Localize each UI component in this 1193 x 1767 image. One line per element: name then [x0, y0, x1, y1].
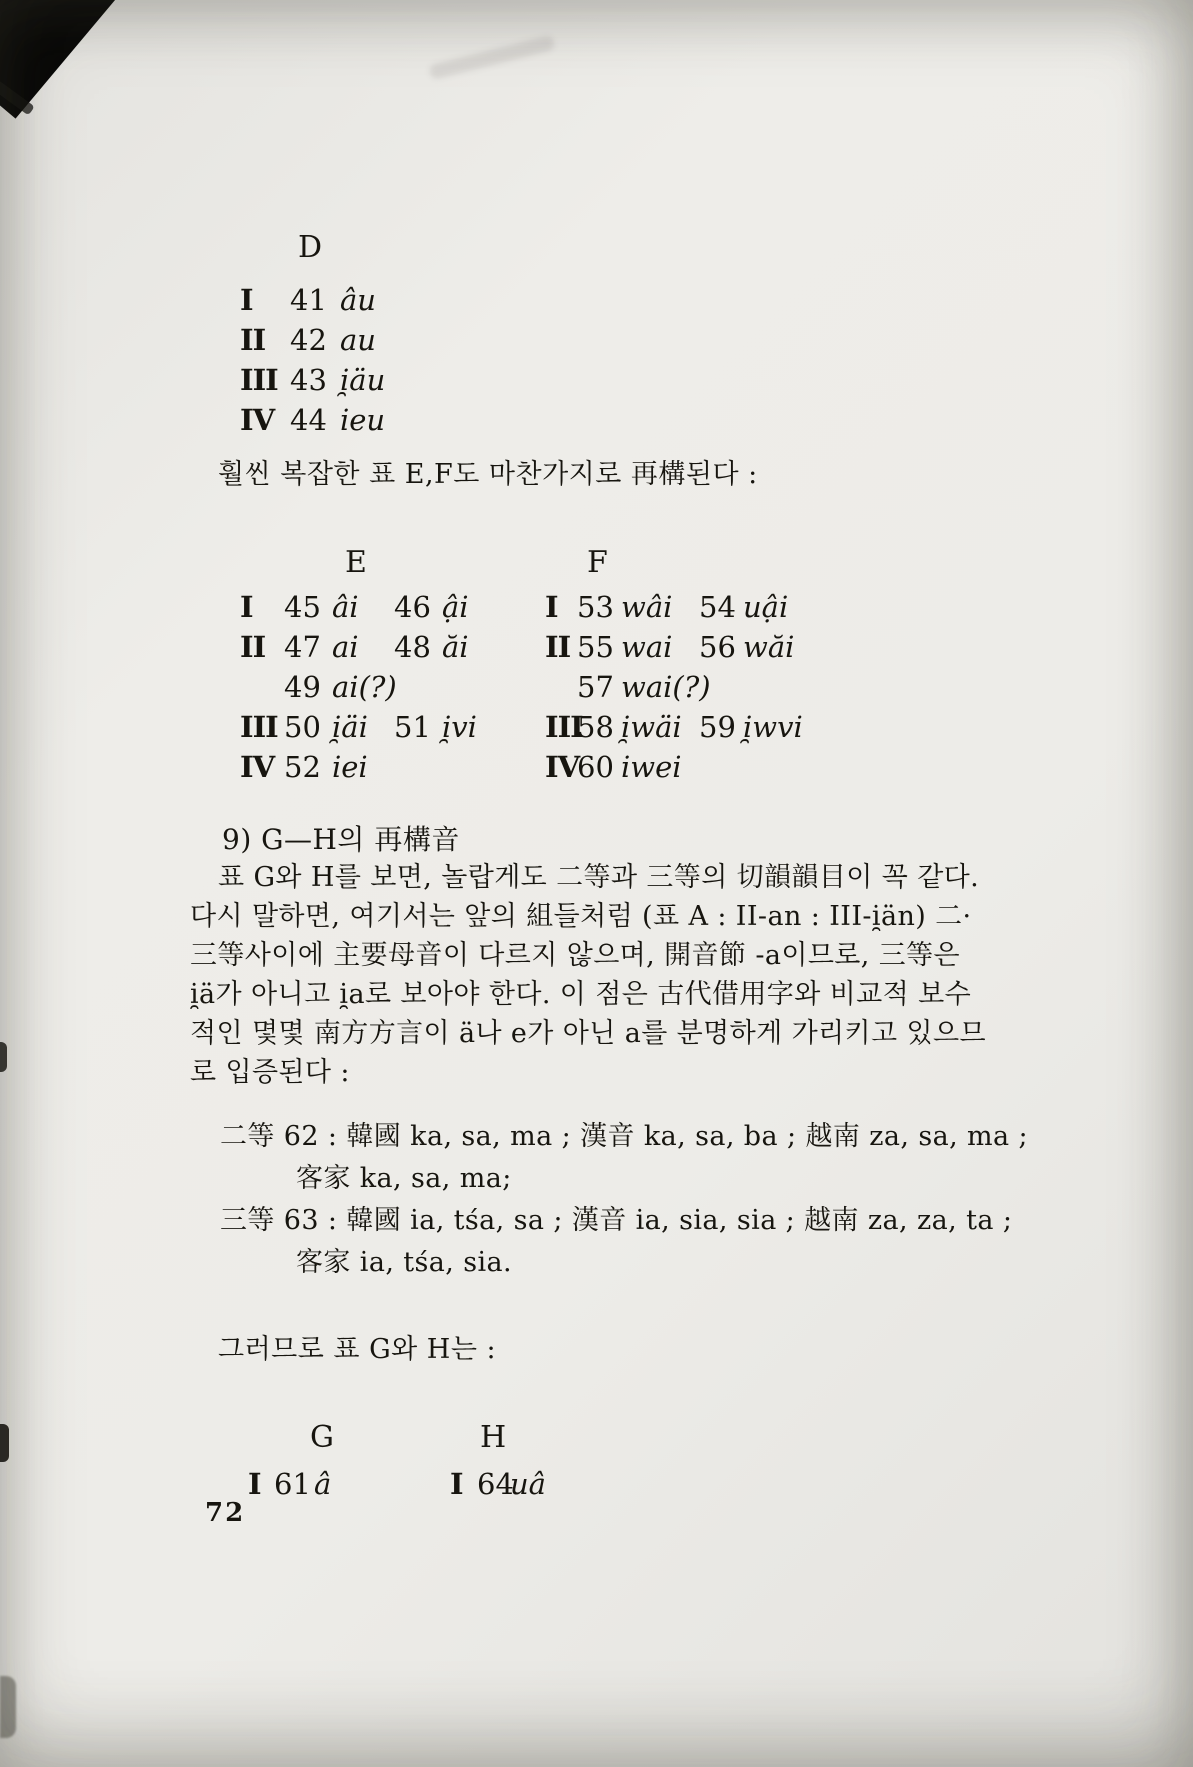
table-row	[240, 667, 545, 707]
rhyme-number: 54	[699, 590, 736, 624]
scan-artifact-smudge	[428, 35, 556, 81]
rhyme-number	[699, 747, 743, 787]
rhyme-number	[394, 747, 442, 787]
table-row	[545, 667, 803, 707]
example-line: 三等 63 : 韓國 ia, tśa, sa ; 漢音 ia, sia, sia ; 越南 za, za, ta ;	[220, 1205, 1013, 1236]
rhyme-number: 42	[290, 323, 327, 357]
reconstructed-value: wâi	[621, 590, 673, 624]
table-row	[450, 1464, 546, 1504]
grade-numeral: III	[240, 363, 278, 397]
reconstructed-value: wai(?)	[621, 670, 711, 704]
grade-numeral	[240, 667, 284, 707]
intro-gh-text: 그러므로 표 G와 H는 :	[218, 1334, 497, 1365]
table-g-title: G	[310, 1420, 335, 1455]
scan-artifact-edge-mark	[0, 1424, 9, 1462]
example-line: 二等 62 : 韓國 ka, sa, ma ; 漢音 ka, sa, ba ; 越南 za, sa, ma ;	[220, 1121, 1029, 1152]
reconstructed-value: i̯wvi	[743, 710, 803, 744]
table-row	[240, 400, 385, 440]
reconstructed-value: i̯äu	[340, 363, 386, 397]
rhyme-number: 49	[284, 670, 321, 704]
rhyme-number: 41	[290, 283, 327, 317]
table-d	[240, 228, 385, 440]
example-line: 客家 ia, tśa, sia.	[296, 1247, 513, 1278]
paragraph-line: 다시 말하면, 여기서는 앞의 組들처럼 (표 A : II-an : III-i̯än) 二·	[190, 901, 972, 932]
grade-numeral: I	[248, 1467, 261, 1501]
reconstructed-value: i̯äi	[332, 710, 368, 744]
table-g	[248, 1418, 450, 1504]
reconstructed-value: au	[340, 323, 376, 357]
rhyme-number: 47	[284, 630, 321, 664]
reconstructed-value: wăi	[743, 630, 795, 664]
scan-artifact-edge-mark	[0, 1676, 16, 1738]
rhyme-number: 59	[699, 710, 736, 744]
table-row	[240, 360, 385, 400]
rhyme-number: 60	[577, 750, 614, 784]
table-f	[545, 543, 803, 787]
example-line: 客家 ka, sa, ma;	[296, 1163, 512, 1194]
reconstructed-value: âu	[340, 283, 376, 317]
reconstructed-value: âi	[332, 590, 359, 624]
rhyme-number: 43	[290, 363, 327, 397]
reconstructed-value: i̯vi	[442, 710, 477, 744]
reconstructed-value: ậi	[442, 590, 469, 624]
table-f-title: F	[587, 545, 609, 580]
grade-numeral: II	[545, 630, 571, 664]
table-row	[545, 627, 803, 667]
table-h	[450, 1418, 546, 1504]
reconstructed-value: iei	[332, 750, 368, 784]
table-row	[240, 587, 545, 627]
grade-numeral	[545, 667, 577, 707]
table-h-title: H	[480, 1420, 508, 1455]
table-row	[240, 707, 545, 747]
table-e	[240, 543, 545, 787]
rhyme-number: 48	[394, 630, 431, 664]
rhyme-number: 61	[274, 1467, 311, 1501]
paragraph-line: 적인 몇몇 南方方言이 ä나 e가 아닌 a를 분명하게 가리키고 있으므	[190, 1018, 986, 1049]
tables-g-h	[248, 1418, 546, 1504]
grade-numeral: I	[240, 590, 253, 624]
reconstructed-value: i̯wäi	[621, 710, 682, 744]
scan-artifact-edge-mark	[0, 1042, 7, 1072]
paragraph-line: 三等사이에 主要母音이 다르지 않으며, 開音節 -a이므로, 三等은	[190, 940, 961, 971]
page-number: 72	[205, 1498, 246, 1528]
rhyme-number: 51	[394, 710, 431, 744]
reconstructed-value: wai	[621, 630, 673, 664]
rhyme-number: 44	[290, 403, 327, 437]
table-row	[240, 627, 545, 667]
grade-numeral: IV	[545, 750, 580, 784]
rhyme-number: 52	[284, 750, 321, 784]
table-row	[240, 747, 545, 787]
reconstructed-value: uậi	[743, 590, 789, 624]
paragraph-line: 로 입증된다 :	[190, 1057, 350, 1088]
grade-numeral: II	[240, 630, 266, 664]
table-e-title: E	[345, 545, 368, 580]
reconstructed-value: uâ	[510, 1467, 546, 1501]
table-row	[248, 1464, 450, 1504]
section-9-heading: 9) G—H의 再構音	[222, 823, 460, 856]
table-row	[240, 320, 385, 360]
grade-numeral: IV	[240, 750, 275, 784]
table-row	[545, 587, 803, 627]
rhyme-number: 58	[577, 710, 614, 744]
rhyme-number	[699, 667, 743, 707]
grade-numeral: I	[450, 1467, 463, 1501]
grade-numeral: III	[545, 710, 583, 744]
rhyme-number: 64	[477, 1467, 514, 1501]
rhyme-number: 55	[577, 630, 614, 664]
grade-numeral: I	[545, 590, 558, 624]
reconstructed-value: ăi	[442, 630, 469, 664]
rhyme-number: 57	[577, 670, 614, 704]
reconstructed-value: ai(?)	[332, 670, 397, 704]
examples-block	[220, 1116, 1028, 1284]
tables-e-f	[240, 543, 803, 787]
rhyme-number: 56	[699, 630, 736, 664]
grade-numeral: IV	[240, 403, 275, 437]
table-row	[545, 707, 803, 747]
rhyme-number: 50	[284, 710, 321, 744]
reconstructed-value: ai	[332, 630, 359, 664]
table-row	[240, 280, 385, 320]
table-d-title: D	[298, 230, 324, 265]
paragraph-line: 표 G와 H를 보면, 놀랍게도 二等과 三等의 切韻韻目이 꼭 같다.	[218, 862, 980, 893]
reconstructed-value: â	[314, 1467, 332, 1501]
table-row	[545, 747, 803, 787]
reconstructed-value: ieu	[340, 403, 386, 437]
section-9-paragraph	[190, 858, 1052, 1092]
reconstructed-value: iwei	[621, 750, 682, 784]
rhyme-number: 53	[577, 590, 614, 624]
grade-numeral: I	[240, 283, 253, 317]
rhyme-number: 46	[394, 590, 431, 624]
intro-ef-text: 훨씬 복잡한 표 E,F도 마찬가지로 再構된다 :	[218, 459, 758, 490]
rhyme-number	[394, 667, 442, 707]
grade-numeral: III	[240, 710, 278, 744]
grade-numeral: II	[240, 323, 266, 357]
rhyme-number: 45	[284, 590, 321, 624]
paragraph-line: i̯ä가 아니고 i̯a로 보아야 한다. 이 점은 古代借用字와 비교적 보수	[190, 979, 972, 1010]
